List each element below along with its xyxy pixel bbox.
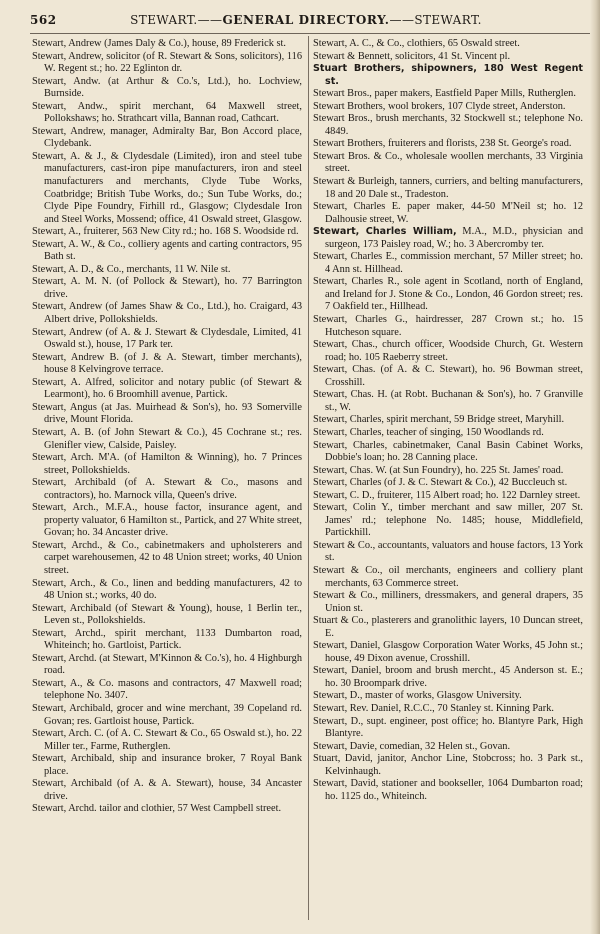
directory-entry: Stewart, Charles William, M.A., M.D., physician and surgeon, 173 Paisley road, W.; ho. 3 Abercromby ter.	[313, 226, 583, 250]
directory-entry: Stewart, Charles G., hairdresser, 287 Crown st.; ho. 15 Hutcheson square.	[313, 314, 583, 338]
header-rule	[30, 33, 590, 34]
directory-entry: Stewart, Charles E., commission merchant, 57 Miller street; ho. 4 Ann st. Hillhead.	[313, 251, 583, 275]
directory-entry: Stewart, Archibald (of A. Stewart & Co., masons and contractors), ho. Marnock villa, Queen's drive.	[32, 477, 302, 501]
page-number: 562	[30, 13, 57, 27]
directory-entry: Stewart, Andrew, manager, Admiralty Bar, Bon Accord place, Clydebank.	[32, 125, 302, 150]
header-dash-right: ——	[389, 13, 415, 27]
directory-entry: Stuart, David, janitor, Anchor Line, Stobcross; ho. 3 Park st., Kelvinhaugh.	[313, 753, 583, 777]
directory-entry: Stewart, Archd. tailor and clothier, 57 West Campbell street.	[32, 803, 282, 815]
directory-entry: Stewart, Charles, spirit merchant, 59 Bridge street, Maryhill.	[313, 414, 565, 426]
directory-entry: Stewart, Archibald (of Stewart & Young), house, 1 Berlin ter., Leven st., Pollokshields.	[32, 602, 302, 627]
directory-entry: Stewart, Charles (of J. & C. Stewart & Co.), 42 Buccleuch st.	[313, 477, 568, 489]
directory-entry: Stewart & Co., accountants, valuators and house factors, 13 York st.	[313, 539, 583, 564]
directory-entry: Stewart, Andrew B. (of J. & A. Stewart, timber merchants), house 8 Kelvingrove terrace.	[32, 351, 302, 376]
directory-entry: Stewart & Co., oil merchants, engineers and colliery plant merchants, 63 Commerce street.	[313, 564, 583, 589]
running-header	[30, 12, 582, 28]
directory-entry: Stewart, A. B. (of John Stewart & Co.), 45 Cochrane st.; res. Glenifler view, Calside, Paisley.	[32, 426, 302, 451]
header-title	[30, 12, 582, 28]
directory-entry: Stewart, Charles E. paper maker, 44-50 M'Neil st; ho. 12 Dalhousie street, W.	[313, 201, 583, 225]
directory-entry: Stewart, A. D., & Co., merchants, 11 W. Nile st.	[32, 263, 231, 275]
directory-entry: Stewart, A. Alfred, solicitor and notary public (of Stewart & Learmont), ho. 6 Broomhill avenue, Partick.	[32, 376, 302, 401]
column-divider	[308, 36, 309, 920]
directory-entry: Stewart Bros., brush merchants, 32 Stockwell st.; telephone No. 4849.	[313, 113, 583, 137]
directory-entry: Stewart, Andrew (of James Shaw & Co., Ltd.), ho. Craigard, 43 Albert drive, Pollokshields.	[32, 301, 302, 326]
directory-entry: Stewart, Chas. (of A. & C. Stewart), ho. 96 Bowman street, Crosshill.	[313, 364, 583, 388]
page-edge	[590, 0, 600, 934]
header-right-name: STEWART.	[414, 13, 482, 27]
directory-entry: Stewart, Charles, cabinetmaker, Canal Basin Cabinet Works, Dobbie's loan; ho. 28 Canning place.	[313, 439, 583, 464]
directory-entry: Stewart, Archd. (at Stewart, M'Kinnon & Co.'s), ho. 4 Highburgh road.	[32, 652, 302, 677]
directory-entry: Stewart, Charles R., sole agent in Scotland, north of England, and Ireland for J. Stone & Co., London, 46 Gordon street; res. 7 Oakfield ter., Hillhead.	[313, 276, 583, 313]
directory-entry: Stewart Brothers, wool brokers, 107 Clyde street, Anderston.	[313, 100, 566, 112]
directory-entry: Stewart, Charles, teacher of singing, 150 Woodlands rd.	[313, 426, 544, 438]
directory-entry: Stewart, Daniel, broom and brush mercht., 45 Anderson st. E.; ho. 30 Broompark drive.	[313, 665, 583, 689]
directory-entry: Stewart, Angus (at Jas. Muirhead & Son's), ho. 93 Somerville drive, Mount Florida.	[32, 401, 302, 426]
directory-entry: Stewart, A., fruiterer, 563 New City rd.; ho. 168 S. Woodside rd.	[32, 226, 299, 238]
left-column	[32, 38, 302, 816]
directory-entry: Stewart, Chas. W. (at Sun Foundry), ho. 225 St. James' road.	[313, 464, 564, 476]
directory-entry: Stewart, A. W., & Co., colliery agents and carting contractors, 95 Bath st.	[32, 238, 302, 263]
header-left-name: STEWART.	[130, 13, 198, 27]
directory-entry: Stewart, Archibald, ship and insurance broker, 7 Royal Bank place.	[32, 753, 302, 777]
directory-entry: Stewart, Chas. H. (at Robt. Buchanan & Son's), ho. 7 Granville st., W.	[313, 389, 583, 413]
directory-entry: Stewart, Davie, comedian, 32 Helen st., Govan.	[313, 740, 511, 752]
directory-entry: Stewart, Andw., spirit merchant, 64 Maxwell street, Pollokshaws; ho. Strathcart villa, Bannan road, Cathcart.	[32, 100, 302, 125]
directory-entry: Stuart Brothers, shipowners, 180 West Regent st.	[313, 63, 583, 87]
right-column	[313, 38, 583, 803]
directory-entry: Stewart, Archibald (of A. & A. Stewart), house, 34 Ancaster drive.	[32, 778, 302, 802]
directory-entry: Stewart, Archd., spirit merchant, 1133 Dumbarton road, Whiteinch; ho. Gartloist, Partick.	[32, 627, 302, 652]
directory-entry: Stewart, D., supt. engineer, post office; ho. Blantyre Park, High Blantyre.	[313, 715, 583, 740]
directory-entry: Stewart, Andrew (James Daly & Co.), house, 89 Frederick st.	[32, 38, 286, 49]
directory-entry: Stewart, Rev. Daniel, R.C.C., 70 Stanley st. Kinning Park.	[313, 702, 554, 714]
directory-entry: Stewart, Arch., & Co., linen and bedding manufacturers, 42 to 48 Union st.; works, 40 do.	[32, 577, 302, 602]
directory-entry: Stewart, Colin Y., timber merchant and saw miller, 207 St. James' rd.; telephone No. 1485; house, Middlefield, Partickhill.	[313, 502, 583, 539]
directory-entry: Stewart, Chas., church officer, Woodside Church, Gt. Western road; ho. 105 Raeberry street.	[313, 339, 583, 363]
directory-entry: Stewart, David, stationer and bookseller, 1064 Dumbarton road; ho. 1125 do., Whiteinch.	[313, 778, 583, 802]
directory-entry: Stewart, Archd., & Co., cabinetmakers and upholsterers and carpet warehousemen, 42 to 48 Union street; works, 40 Union street.	[32, 539, 302, 576]
directory-entry: Stewart, A. & J., & Clydesdale (Limited), iron and steel tube manufacturers, cast-iron pipe manufacturers, iron and steel manufacturers and merchants, Clyde Tube Works, Coatbridge; British Tube Works, do.; Sun Tube Works, do.; Clyde Pipe Foundry, Firhill rd., Glasgow; Clydesdale Iron and Steel Works, Mossend; office, 41 Oswald street, Glasgow.	[32, 150, 302, 225]
directory-entry: Stewart, C. D., fruiterer, 115 Albert road; ho. 122 Darnley street.	[313, 489, 581, 501]
directory-entry: Stewart, Andrew (of A. & J. Stewart & Clydesdale, Limited, 41 Oswald st.), house, 17 Park ter.	[32, 326, 302, 351]
directory-entry: Stewart, A. M. N. (of Pollock & Stewart), ho. 77 Barrington drive.	[32, 276, 302, 300]
directory-entry: Stewart, Andw. (at Arthur & Co.'s, Ltd.), ho. Lochview, Burnside.	[32, 75, 302, 100]
header-directory-title: GENERAL DIRECTORY.	[222, 13, 390, 27]
directory-entry: Stewart & Bennett, solicitors, 41 St. Vincent pl.	[313, 50, 511, 62]
directory-entry: Stewart, Andrew, solicitor (of R. Stewart & Sons, solicitors), 116 W. Regent st.; ho. 22 Eglinton dr.	[32, 50, 302, 75]
directory-entry: Stewart Brothers, fruiterers and florists, 238 St. George's road.	[313, 138, 572, 150]
directory-entry: Stewart, D., master of works, Glasgow University.	[313, 690, 522, 702]
directory-entry: Stewart Bros., paper makers, Eastfield Paper Mills, Rutherglen.	[313, 88, 576, 100]
directory-entry: Stewart & Burleigh, tanners, curriers, and belting manufacturers, 18 and 20 Dale st., Tradeston.	[313, 176, 583, 200]
header-dash-left: ——	[197, 13, 223, 27]
directory-entry: Stewart, Daniel, Glasgow Corporation Water Works, 45 John st.; house, 49 Dixon avenue, Crosshill.	[313, 640, 583, 664]
directory-entry: Stewart, Arch., M.F.A., house factor, insurance agent, and property valuator, 6 Hamilton st., Partick, and 27 White street, Govan; ho. 34 Ancaster drive.	[32, 502, 302, 539]
directory-entry: Stewart, A. C., & Co., clothiers, 65 Oswald street.	[313, 38, 520, 49]
directory-entry: Stewart, Arch. M'A. (of Hamilton & Winning), ho. 7 Princes street, Pollokshields.	[32, 452, 302, 476]
directory-entry: Stewart Bros. & Co., wholesale woollen merchants, 33 Virginia street.	[313, 150, 583, 175]
directory-entry: Stewart, Archibald, grocer and wine merchant, 39 Copeland rd. Govan; res. Gartloist house, Partick.	[32, 702, 302, 727]
directory-entry: Stewart, A., & Co. masons and contractors, 47 Maxwell road; telephone No. 3407.	[32, 677, 302, 702]
directory-entry: Stuart & Co., plasterers and granolithic layers, 10 Duncan street, E.	[313, 615, 583, 639]
directory-entry: Stewart, Arch. C. (of A. C. Stewart & Co., 65 Oswald st.), ho. 22 Miller ter., Farme, Rutherglen.	[32, 728, 302, 752]
directory-entry: Stewart & Co., milliners, dressmakers, and general drapers, 35 Union st.	[313, 590, 583, 614]
